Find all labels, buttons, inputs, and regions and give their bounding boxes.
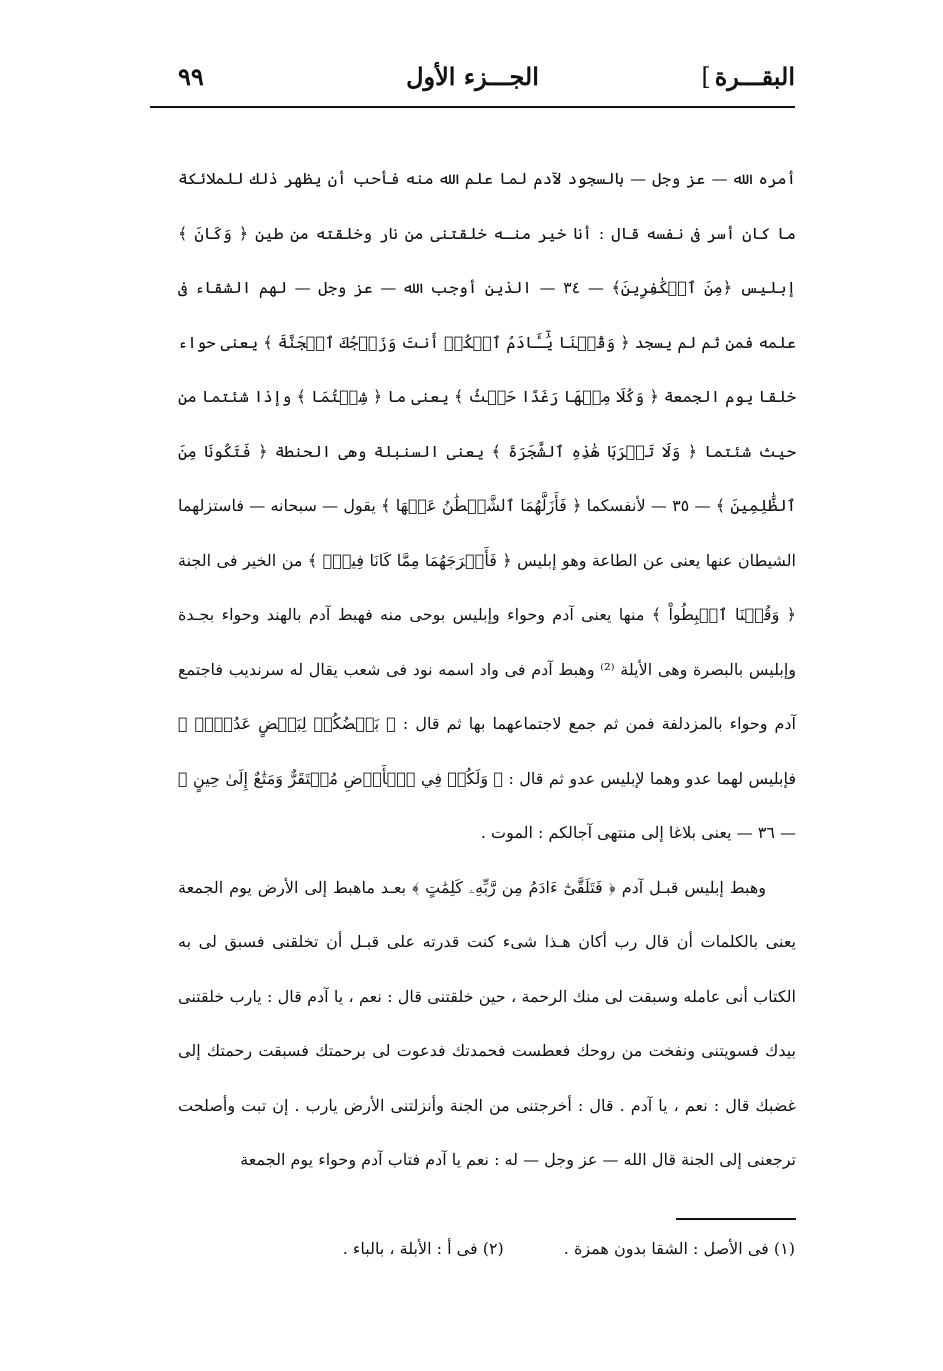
footnote-2: (٢) فى أ : الأبلة ، بالباء . <box>342 1239 504 1258</box>
footnote-1: (١) فى الأصل : الشقا بدون همزة . <box>563 1239 795 1258</box>
paragraph-2: وهبط إبليس قبـل آدم ﴿ فَتَلَقَّىٰٓ ءَادَمُ مِن رَّبِّهِۦ كَلِمَٰتٍ ﴾ بعـد ماهبط إلى الأرض يوم الجمعة يعنى بالكلمات أن قال رب أكان هـذا شىء كنت قدرته على قبـل أن تخلقنى فسبق لى به الكتاب أنى عامله وسبقت لى منك الرحمة ، حين خلقتنى قال : نعم ، يا آدم قال : يارب خلقتنى بيدك فسويتنى ونفخت من روحك فعطست فحمدتك فدعوت لى برحمتك فسبقت رحمتك إلى غضبك قال : نعم ، يا آدم . قال : أخرجتنى من الجنة وأنزلتنى الأرض يارب . إن تبت وأصلحت ترجعنى إلى الجنة قال الله — عز وجل — له : نعم يا آدم فتاب آدم وحواء يوم الجمعة <box>178 877 796 1169</box>
chapter-title-text: البقـــرة <box>714 62 795 91</box>
header-bracket: ] <box>701 63 711 91</box>
footnote-rule <box>676 1218 796 1220</box>
part-title: الجـــزء الأول <box>406 62 539 91</box>
page-number: ٩٩ <box>178 62 204 91</box>
page-header <box>150 62 795 102</box>
main-text <box>178 152 796 1188</box>
paragraph-1: أمره الله — عز وجل — بالسجود لآدم لما علم الله منه فأحب أن يظهر ذلك للملائكة ما كان أسر فى نفسه قال : أنا خير منـه خلقتنى من نار وخلقته من طين ﴿ وَكَانَ ﴾ إبليس ﴿مِنَ ٱلۡكَٰفِرِينَ﴾ — ٣٤ — الذين أوجب الله — عز وجل — لهم الشقاء فى علمه فمن ثم لم يسجد ﴿ وَقُلۡنَا يَٰٓـَٔادَمُ ٱسۡكُنۡ أَنتَ وَزَوۡجُكَ ٱلۡجَنَّةَ ﴾ يعنى حواء خلقا يوم الجمعة ﴿ وَكُلَا مِنۡهَا رَغَدًا حَيۡثُ ﴾ يعنى ما ﴿ شِئۡتُمَا ﴾ وإذا شئتما من حيث شئتما ﴿ وَلَا تَقۡرَبَا هَٰذِهِ ٱلشَّجَرَةَ ﴾ يعنى السنبلة وهى الحنطة ﴿ فَتَكُونَا مِنَ ٱلظَّٰلِمِينَ ﴾ — ٣٥ — لأنفسكما ﴿ فَأَزَلَّهُمَا ٱلشَّيۡطَٰنُ عَنۡهَا ﴾ يقول — سبحانه — فاستزلهما الشيطان عنها يعنى عن الطاعة وهو إبليس ﴿ فَأَخۡرَجَهُمَا مِمَّا كَانَا فِيهِۖ ﴾ من الخير فى الجنة ﴿ وَقُلۡنَا ٱهۡبِطُواْ ﴾ منها يعنى آدم وحواء وإبليس بوحى منه فهبط آدم بالهند وحواء بجـدة وإبليس بالبصرة وهى الأيلة ⁽²⁾ وهبط آدم فى واد اسمه نود فى شعب يقال له سرنديب فاجتمع آدم وحواء بالمزدلفة فمن ثم جمع لاجتماعهما بها ثم قال : ﴿ بَعۡضُكُمۡ لِبَعۡضٍ عَدُوٌّۖ ﴾ فإبليس لهما عدو وهما لإبليس عدو ثم قال : ﴿ وَلَكُمۡ فِي ٱلۡأَرۡضِ مُسۡتَقَرٌّ وَمَتَٰعٌ إِلَىٰ حِينٍ ﴾ — ٣٦ — يعنى بلاغا إلى منتهى آجالكم : الموت . <box>178 169 797 842</box>
footnotes <box>240 1234 795 1264</box>
header-rule <box>150 106 795 108</box>
